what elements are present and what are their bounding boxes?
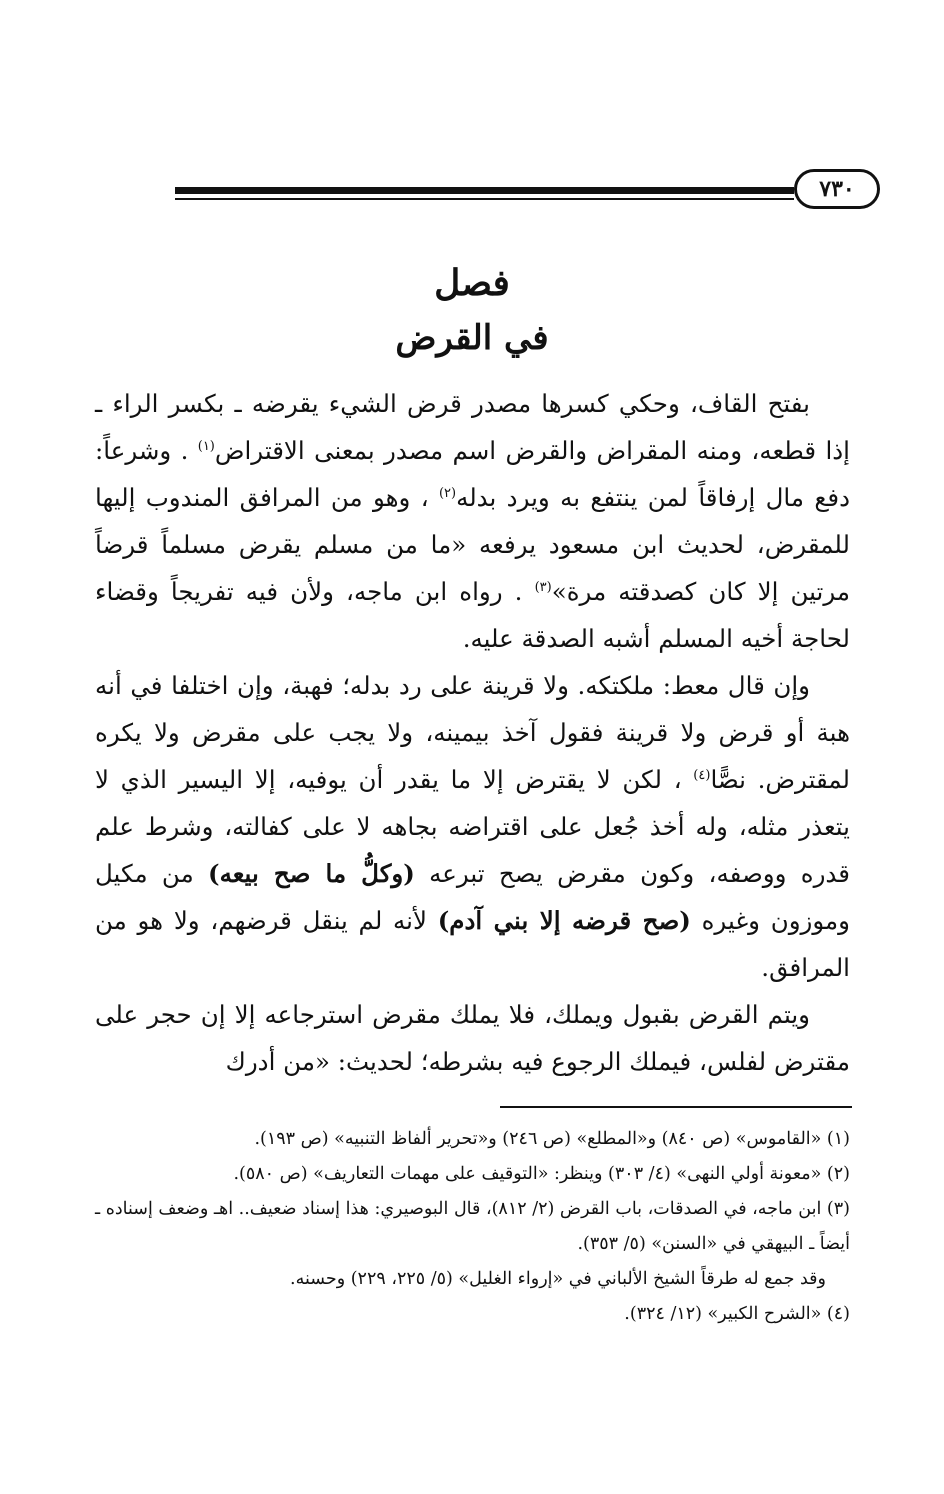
page-number: ٧٣٠ [794, 169, 880, 209]
section-title: فصل [434, 262, 510, 304]
footnote: (٤) «الشرح الكبير» (١٢/ ٣٢٤). [624, 1304, 850, 1324]
paragraph [95, 662, 850, 991]
text-segment: بفتح القاف، وحكي كسرها مصدر قرض الشيء يقرضه ـ بكسر الراء ـ إذا قطعه، ومنه المقراض والقرض اسم مصدر بمعنى الاقتراض [95, 389, 850, 465]
paragraph [95, 380, 850, 662]
body-text [95, 380, 850, 1085]
paragraph [95, 991, 850, 1085]
text-segment: ، لكن لا يقترض إلا ما يقدر أن يوفيه، إلا اليسير الذي لا يتعذر مثله، وله أخذ جُعل على اقتراضه بجاهه لا على كفالته، وشرط علم قدره ووصفه، وكون مقرض يصح تبرعه [95, 765, 850, 888]
footnote: (٢) «معونة أولي النهى» (٤/ ٣٠٣) وينظر: «التوقيف على مهمات التعاريف» (ص ٥٨٠). [233, 1164, 850, 1184]
footnote: وقد جمع له طرقاً الشيخ الألباني في «إرواء الغليل» (٥/ ٢٢٥، ٢٢٩) وحسنه. [290, 1269, 826, 1289]
footnote-marker[interactable]: (٤) [693, 767, 711, 783]
text-segment: . وشرعاً: دفع مال إرفاقاً لمن ينتفع به ويرد بدله [95, 436, 850, 512]
section-subtitle: في القرض [395, 318, 549, 358]
text-segment: لأنه لم ينقل قرضهم، ولا هو من المرافق. [95, 906, 850, 982]
text-segment: وإن قال معط: ملكتكه. ولا قرينة على رد بدله؛ فهبة، وإن اختلفا في أنه هبة أو قرض ولا قرينة فقول آخذ بيمينه، ولا يجب على مقرض ولا يكره لمقترض. نصًّا [95, 671, 850, 794]
footnotes [95, 1122, 850, 1332]
text-segment: ويتم القرض بقبول ويملك، فلا يملك مقرض استرجاعه إلا إن حجر على مقترض لفلس، فيملك الرجوع فيه بشرطه؛ لحديث: «من أدرك [95, 1000, 850, 1076]
footnote-marker[interactable]: (١) [197, 438, 215, 454]
footnote: (٣) ابن ماجه، في الصدقات، باب القرض (٢/ ٨١٢)، قال البوصيري: هذا إسناد ضعيف.. اهـ وضعف إسناده ـ أيضاً ـ البيهقي في «السنن» (٥/ ٣٥٣). [95, 1199, 850, 1254]
header-rule-thick [175, 187, 794, 194]
footnote: (١) «القاموس» (ص ٨٤٠) و«المطلع» (ص ٢٤٦) و«تحرير ألفاظ التنبيه» (ص ١٩٣). [254, 1129, 850, 1149]
page-header [175, 167, 880, 213]
text-segment: من مكيل وموزون وغيره [95, 859, 850, 935]
matn-text: (صح قرضه إلا بني آدم) [437, 906, 691, 935]
header-rule-thin [175, 198, 794, 200]
footnote-marker[interactable]: (٣) [534, 579, 552, 595]
footnote-separator [500, 1106, 852, 1108]
matn-text: (وكلُّ ما صح بيعه) [208, 859, 415, 888]
footnote-marker[interactable]: (٢) [438, 485, 457, 501]
text-segment: . رواه ابن ماجه، ولأن فيه تفريجاً وقضاء لحاجة أخيه المسلم أشبه الصدقة عليه. [95, 577, 850, 653]
text-segment: ، وهو من المرافق المندوب إليها للمقرض، لحديث ابن مسعود يرفعه «ما من مسلم يقرض مسلماً قرضاً مرتين إلا كان كصدقته مرة» [95, 483, 850, 606]
